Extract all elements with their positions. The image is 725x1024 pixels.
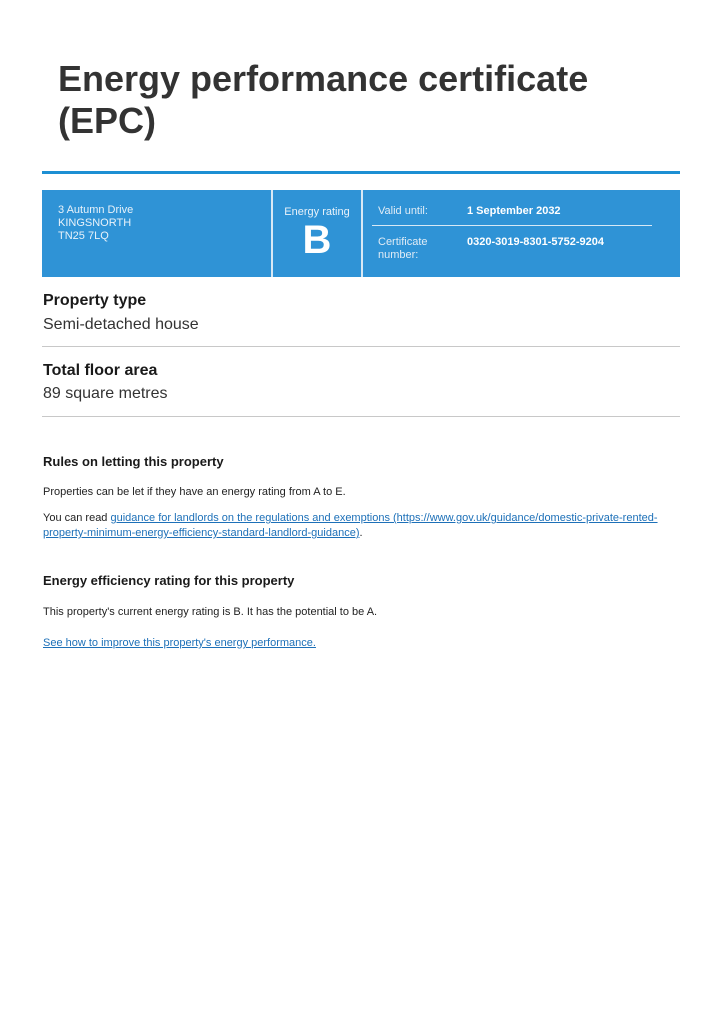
meta-divider (372, 225, 652, 226)
address-line-2: KINGSNORTH (58, 217, 132, 229)
certificate-summary-banner (42, 190, 680, 277)
improve-performance-link[interactable]: See how to improve this property's energy performance. (43, 637, 316, 649)
certificate-number-label: Certificate number: (378, 236, 428, 261)
page-title: Energy performance certificate (EPC) (58, 58, 589, 141)
letting-rules-text: Properties can be let if they have an energy rating from A to E. (43, 486, 346, 498)
efficiency-text: This property's current energy rating is B. It has the potential to be A. (43, 606, 378, 618)
letting-rules-heading: Rules on letting this property (43, 454, 224, 469)
energy-rating-letter: B (302, 218, 332, 262)
property-type-heading: Property type (43, 292, 147, 309)
section-divider (42, 416, 680, 417)
floor-area-value: 89 square metres (43, 385, 168, 402)
address-line-3: TN25 7LQ (58, 230, 109, 242)
property-address (58, 204, 133, 243)
energy-rating-label: Energy rating (284, 206, 350, 218)
banner-divider (361, 190, 363, 277)
address-line-1: 3 Autumn Drive (58, 204, 134, 216)
valid-until-date: 1 September 2032 (467, 205, 561, 217)
landlord-guidance-link[interactable]: guidance for landlords on the regulations and exemptions (https://www.gov.uk/guidance/domestic-private-rented- property-minimum-energy-efficiency-standard-landlord-guidance) (43, 512, 658, 539)
certificate-number: 0320-3019-8301-5752-9204 (467, 236, 605, 248)
guidance-paragraph: You can read guidance for landlords on the regulations and exemptions (https://www.gov.uk/guidance/domestic-private-rented- property-minimum-energy-efficiency-standard-landlord-guidance). (43, 512, 658, 539)
efficiency-heading: Energy efficiency rating for this property (43, 573, 295, 588)
floor-area-heading: Total floor area (43, 362, 158, 379)
valid-until-label: Valid until: (378, 205, 428, 217)
section-divider (42, 346, 680, 347)
title-divider (42, 171, 680, 174)
property-type-value: Semi-detached house (43, 316, 199, 333)
